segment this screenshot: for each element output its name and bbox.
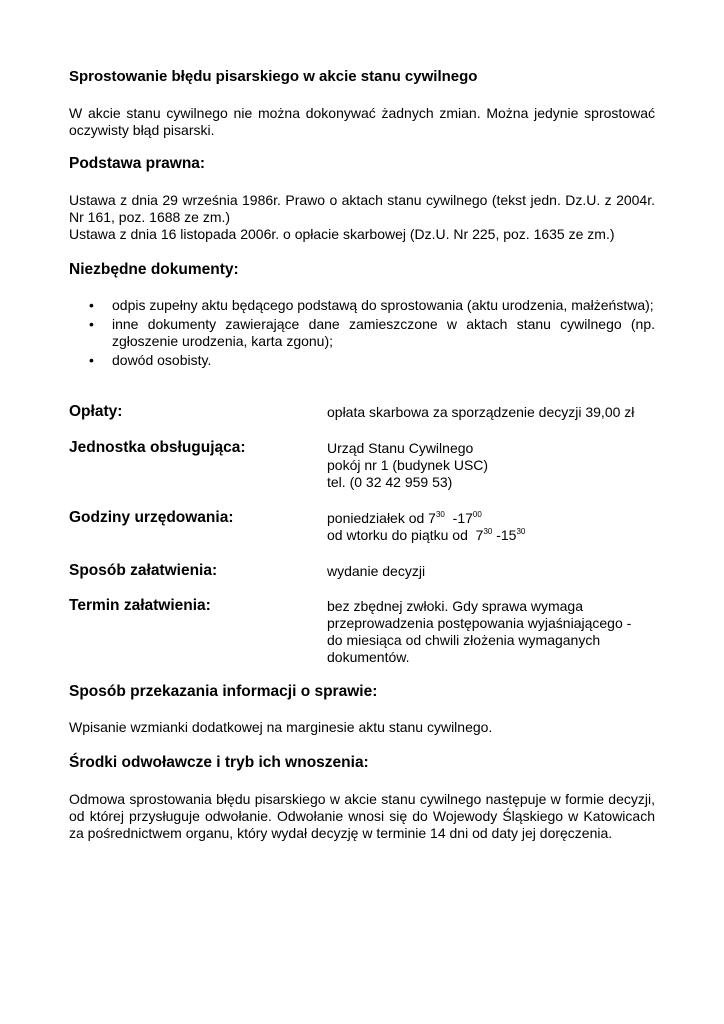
list-item	[69, 297, 655, 314]
hours-line-1-end: -17	[444, 510, 473, 526]
bullet-icon: •	[89, 297, 94, 313]
method-value-text: wydanie decyzji	[327, 563, 426, 579]
fees-value-text: opłata skarbowa za sporządzenie decyzji 39,00 zł	[327, 404, 635, 420]
info-heading: Sposób przekazania informacji o sprawie:	[69, 683, 378, 700]
list-item-text: odpis zupełny aktu będącego podstawą do sprostowania (aktu urodzenia, małżeństwa);	[112, 297, 654, 313]
list-item	[69, 316, 655, 350]
intro-paragraph: W akcie stanu cywilnego nie można dokonywać żadnych zmian. Można jedynie sprostować oczywisty błąd pisarski.	[69, 105, 655, 138]
bullet-icon: •	[89, 352, 94, 368]
hours-line-1	[327, 510, 655, 527]
list-item-text: dowód osobisty.	[112, 352, 212, 368]
hours-line-2-end: -15	[492, 527, 517, 543]
hours-line-1-sup-start: 30	[435, 510, 445, 519]
legal-basis-line-2: Ustawa z dnia 16 listopada 2006r. o opłacie skarbowej (Dz.U. Nr 225, poz. 1635 ze zm.)	[69, 226, 615, 242]
document-title: Sprostowanie błędu pisarskiego w akcie stanu cywilnego	[69, 68, 478, 85]
unit-line-3: tel. (0 32 42 959 53)	[327, 474, 453, 490]
unit-line-2: pokój nr 1 (budynek USC)	[327, 457, 489, 473]
hours-label: Godziny urzędowania:	[69, 509, 234, 526]
bullet-icon: •	[89, 316, 94, 332]
deadline-line-4: dokumentów.	[327, 649, 410, 665]
legal-basis-line-1: Ustawa z dnia 29 września 1986r. Prawo o aktach stanu cywilnego (tekst jedn. Dz.U. z 2004r. Nr 161, poz. 1688 ze zm.)	[69, 192, 655, 225]
fees-value	[327, 404, 655, 421]
deadline-line-2: przeprowadzenia postępowania wyjaśniającego -	[327, 615, 632, 631]
unit-line-1: Urząd Stanu Cywilnego	[327, 440, 474, 456]
deadline-label: Termin załatwienia:	[69, 597, 211, 614]
info-text: Wpisanie wzmianki dodatkowej na marginesie aktu stanu cywilnego.	[69, 719, 493, 735]
method-label: Sposób załatwienia:	[69, 562, 218, 579]
legal-basis-heading: Podstawa prawna:	[69, 155, 206, 172]
appeal-text: Odmowa sprostowania błędu pisarskiego w akcie stanu cywilnego następuje w formie decyzji, od której przysługuje odwołanie. Odwołanie wnosi się do Wojewody Śląskiego w Katowicach za pośrednictwem organu, który wydał decyzję w terminie 14 dni od daty jej doręczenia.	[69, 791, 655, 841]
list-item-text: inne dokumenty zawierające dane zamieszczone w aktach stanu cywilnego (np. zgłoszenie urodzenia, karta zgonu);	[112, 316, 655, 349]
deadline-value	[327, 598, 655, 666]
deadline-line-3: do miesiąca od chwili złożenia wymaganych	[327, 632, 601, 648]
deadline-line-1: bez zbędnej zwłoki. Gdy sprawa wymaga	[327, 598, 584, 614]
hours-value	[327, 510, 655, 544]
hours-line-1-text: poniedziałek od 7	[327, 510, 436, 526]
list-item	[69, 352, 655, 369]
hours-line-2-sup-end: 30	[516, 527, 526, 536]
hours-line-2-text: od wtorku do piątku od 7	[327, 527, 484, 543]
documents-list	[69, 297, 655, 371]
legal-basis-text	[69, 192, 655, 243]
hours-line-1-sup-end: 00	[472, 510, 482, 519]
documents-heading: Niezbędne dokumenty:	[69, 261, 239, 278]
unit-label: Jednostka obsługująca:	[69, 439, 246, 456]
hours-line-2	[327, 527, 655, 544]
appeal-heading: Środki odwoławcze i tryb ich wnoszenia:	[69, 754, 369, 771]
fees-label: Opłaty:	[69, 403, 123, 420]
unit-value	[327, 440, 655, 491]
hours-line-2-sup-start: 30	[483, 527, 493, 536]
method-value	[327, 563, 655, 580]
